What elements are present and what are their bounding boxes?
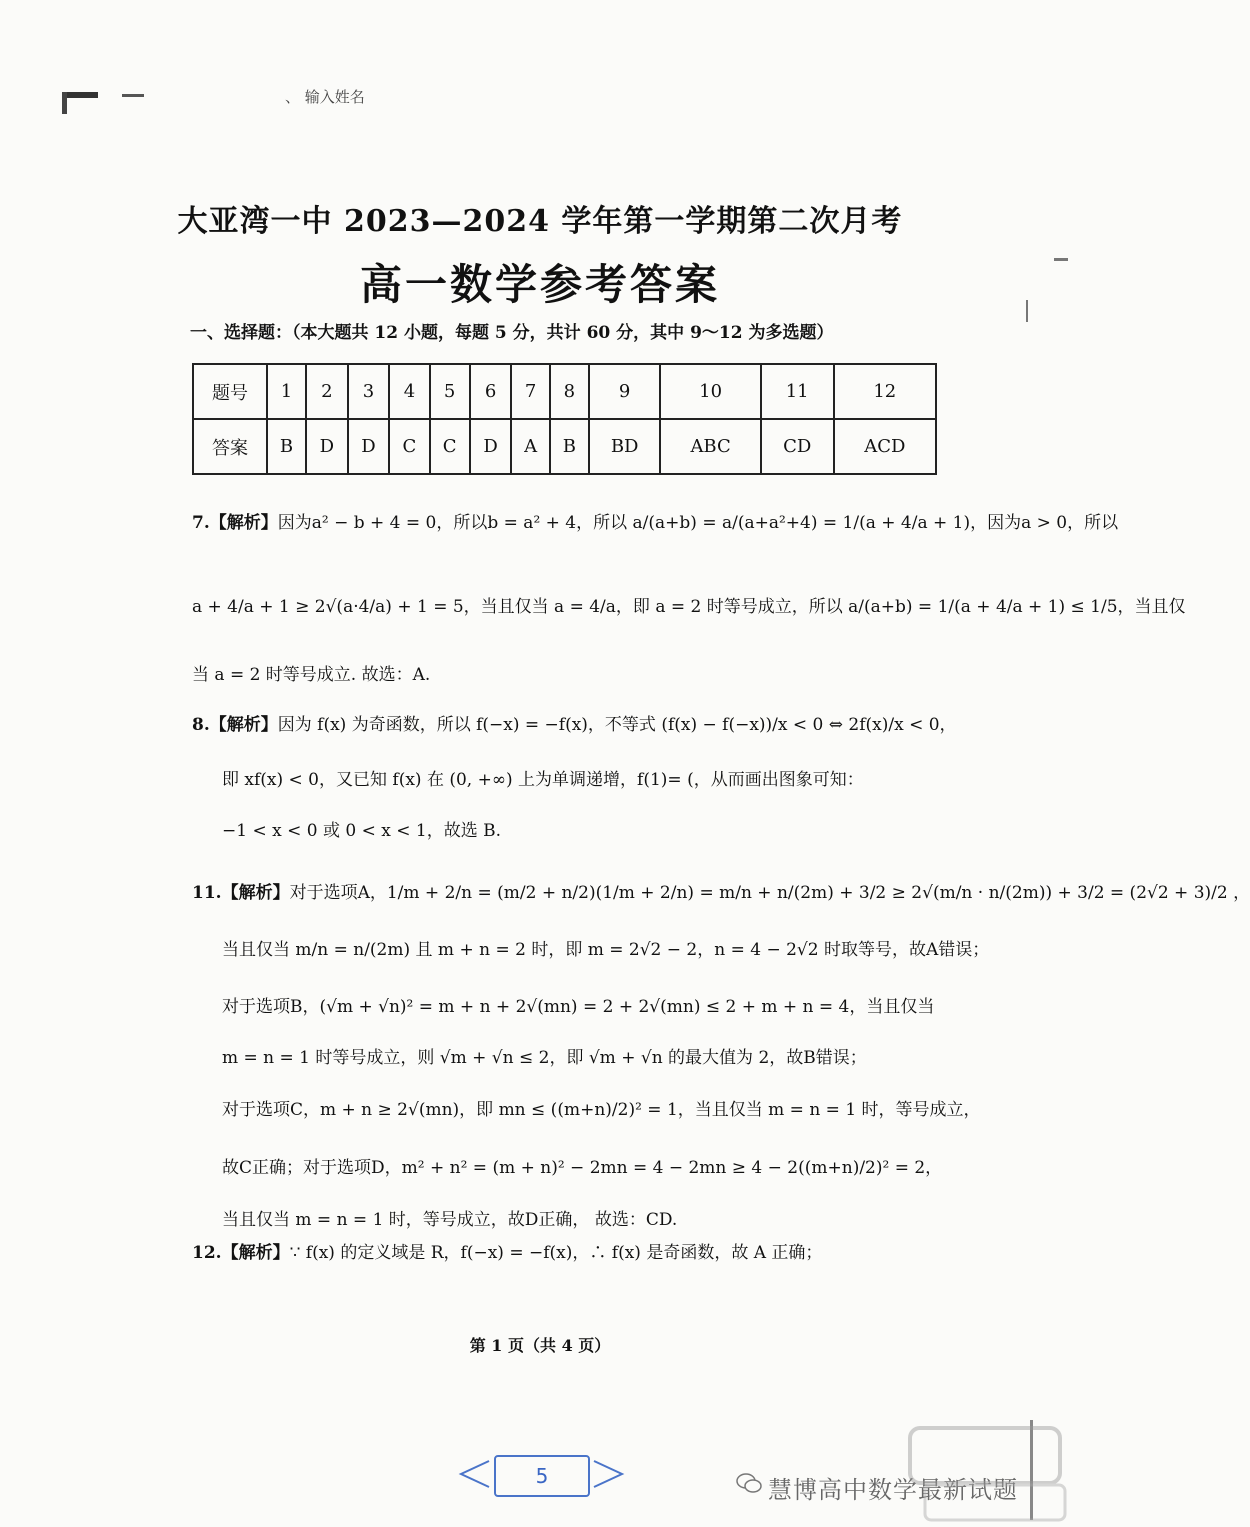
q12-label: 12.【解析】 bbox=[192, 1243, 290, 1263]
q7-line-3: 当 a = 2 时等号成立. 故选：A. bbox=[192, 665, 431, 685]
q7-text: 因为a² − b + 4 = 0，所以b = a² + 4，所以 a/(a+b) = a/(a+a²+4) = 1/(a + 4/a + 1)，因为a > 0，所以 bbox=[277, 513, 1119, 533]
answer-cell: BD bbox=[589, 419, 661, 474]
q11-line-5: 对于选项C，m + n ≥ 2√(mn)，即 mn ≤ ((m+n)/2)² = 1，当且仅当 m = n = 1 时，等号成立， bbox=[222, 1100, 981, 1120]
table-header-cell: 题号 bbox=[193, 364, 267, 419]
question-number-cell: 6 bbox=[470, 364, 512, 419]
answer-cell: B bbox=[550, 419, 589, 474]
question-number-cell: 9 bbox=[589, 364, 661, 419]
question-number-cell: 11 bbox=[761, 364, 834, 419]
question-number-cell: 5 bbox=[430, 364, 470, 419]
q8-line-3: −1 < x < 0 或 0 < x < 1，故选 B. bbox=[222, 821, 501, 841]
page-footer: 第 1 页（共 4 页） bbox=[469, 1336, 611, 1355]
question-number-cell: 2 bbox=[306, 364, 348, 419]
page-number-badge: 5 bbox=[494, 1455, 590, 1497]
answer-cell: A bbox=[511, 419, 549, 474]
question-number-cell: 7 bbox=[511, 364, 549, 419]
header-fragment: 、 输入姓名 bbox=[285, 88, 365, 106]
q11-line-3: 对于选项B，(√m + √n)² = m + n + 2√(mn) = 2 + 2√(mn) ≤ 2 + m + n = 4，当且仅当 bbox=[222, 997, 935, 1017]
question-number-cell: 4 bbox=[389, 364, 429, 419]
question-number-cell: 1 bbox=[267, 364, 306, 419]
q12-line-1 bbox=[192, 1238, 822, 1263]
question-number-cell: 8 bbox=[550, 364, 589, 419]
q11-line-1 bbox=[192, 878, 1250, 903]
q7-line-1 bbox=[192, 508, 1118, 533]
table-header-cell: 答案 bbox=[193, 419, 267, 474]
answer-cell: D bbox=[470, 419, 512, 474]
question-number-cell: 3 bbox=[348, 364, 390, 419]
scan-mark bbox=[62, 92, 67, 114]
q11-line-4: m = n = 1 时等号成立，则 √m + √n ≤ 2，即 √m + √n 的最大值为 2，故B错误； bbox=[222, 1048, 867, 1068]
q11-text: 对于选项A，1/m + 2/n = (m/2 + n/2)(1/m + 2/n) = m/n + n/(2m) + 3/2 ≥ 2√(m/n · n/(2m)) + 3/2 = (2√2 + 3)/2 ， bbox=[289, 883, 1250, 903]
q11-label: 11.【解析】 bbox=[192, 883, 290, 903]
section-heading: 一、选择题：（本大题共 12 小题，每题 5 分，共计 60 分，其中 9～12 为多选题） bbox=[190, 323, 834, 343]
scan-mark bbox=[62, 92, 98, 98]
table-row bbox=[193, 419, 936, 474]
answer-cell: B bbox=[267, 419, 306, 474]
table-row bbox=[193, 364, 936, 419]
answer-cell: C bbox=[389, 419, 429, 474]
document-subtitle: 高一数学参考答案 bbox=[359, 260, 720, 309]
q11-line-6: 故C正确；对于选项D，m² + n² = (m + n)² − 2mn = 4 − 2mn ≥ 4 − 2((m+n)/2)² = 2， bbox=[222, 1158, 943, 1178]
answer-cell: CD bbox=[761, 419, 834, 474]
q11-line-7: 当且仅当 m = n = 1 时，等号成立，故D正确， 故选：CD. bbox=[222, 1210, 678, 1230]
q12-text: ∵ f(x) 的定义域是 R，f(−x) = −f(x)，∴ f(x) 是奇函数，故 A 正确； bbox=[289, 1243, 823, 1263]
watermark-logo-icon bbox=[900, 1420, 1075, 1525]
answer-cell: D bbox=[348, 419, 390, 474]
answer-cell: ABC bbox=[660, 419, 760, 474]
answer-cell: C bbox=[430, 419, 470, 474]
question-number-cell: 12 bbox=[834, 364, 936, 419]
q8-line-1 bbox=[192, 710, 957, 735]
chevron-right-icon bbox=[590, 1455, 628, 1493]
chevron-left-icon bbox=[455, 1455, 493, 1493]
wechat-icon bbox=[736, 1472, 762, 1494]
watermark-text: 慧博高中数学最新试题 bbox=[768, 1476, 1018, 1504]
q8-line-2: 即 xf(x) < 0，又已知 f(x) 在 (0, +∞) 上为单调递增，f(1)= (，从而画出图象可知： bbox=[222, 770, 864, 790]
q11-line-2: 当且仅当 m/n = n/(2m) 且 m + n = 2 时，即 m = 2√2 − 2，n = 4 − 2√2 时取等号，故A错误； bbox=[222, 940, 990, 960]
answer-table bbox=[192, 363, 937, 475]
q7-label: 7.【解析】 bbox=[192, 513, 278, 533]
q7-line-2: a + 4/a + 1 ≥ 2√(a·4/a) + 1 = 5，当且仅当 a = 4/a，即 a = 2 时等号成立，所以 a/(a+b) = 1/(a + 4/a + 1) ≤ 1/5，当且仅 bbox=[192, 597, 1186, 617]
answer-cell: D bbox=[306, 419, 348, 474]
scan-mark bbox=[122, 94, 144, 97]
exam-title: 大亚湾一中 2023—2024 学年第一学期第二次月考 bbox=[177, 204, 903, 239]
answer-cell: ACD bbox=[834, 419, 936, 474]
question-number-cell: 10 bbox=[660, 364, 760, 419]
q8-text: 因为 f(x) 为奇函数，所以 f(−x) = −f(x)，不等式 (f(x) − f(−x))/x < 0 ⇔ 2f(x)/x < 0， bbox=[277, 715, 957, 735]
q8-label: 8.【解析】 bbox=[192, 715, 278, 735]
